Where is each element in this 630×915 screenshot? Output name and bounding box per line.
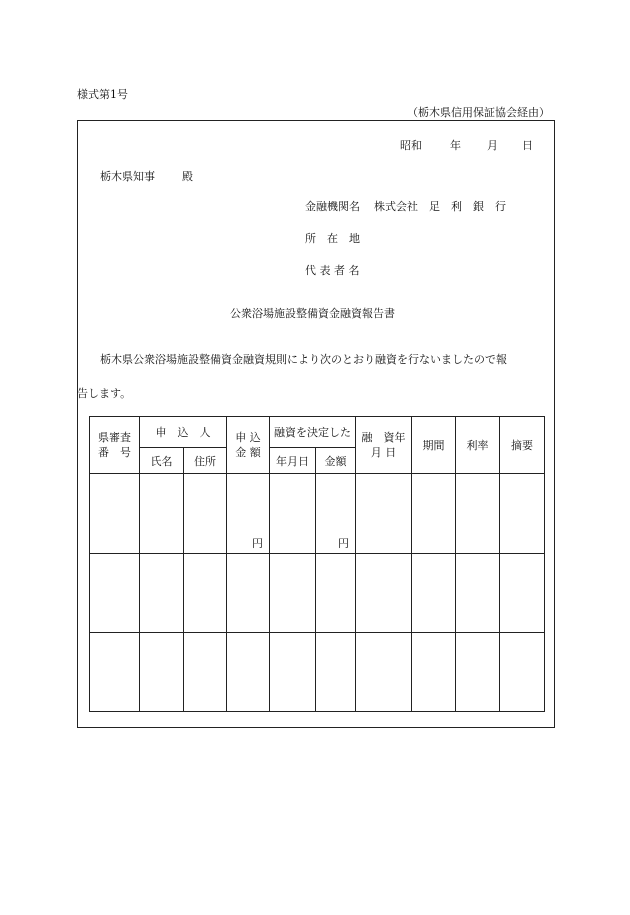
institution-name: 株式会社 足 利 銀 行 <box>374 200 506 213</box>
cell-period[interactable] <box>412 633 456 712</box>
cell-applicant-address[interactable] <box>184 474 227 554</box>
document-title: 公衆浴場施設整備資金融資報告書 <box>230 307 395 320</box>
cell-rate[interactable] <box>456 633 500 712</box>
body-line-2: 告します。 <box>77 387 132 400</box>
form-number: 様式第1号 <box>77 88 128 101</box>
cell-applied-amount[interactable] <box>227 633 270 712</box>
cell-loan-date[interactable] <box>356 554 412 633</box>
cell-remarks[interactable] <box>500 554 545 633</box>
cell-applied-amount[interactable] <box>227 474 270 554</box>
cell-decision-date[interactable] <box>270 474 316 554</box>
cell-loan-date[interactable] <box>356 474 412 554</box>
table-row <box>90 554 545 633</box>
cell-period[interactable] <box>412 474 456 554</box>
addressee-name: 栃木県知事 <box>100 170 155 183</box>
cell-applicant-address[interactable] <box>184 554 227 633</box>
cell-decision-amount[interactable] <box>316 474 356 554</box>
cell-applicant-name[interactable] <box>140 554 184 633</box>
cell-applied-amount[interactable] <box>227 554 270 633</box>
cell-decision-date[interactable] <box>270 554 316 633</box>
cell-rate[interactable] <box>456 554 500 633</box>
cell-decision-amount[interactable] <box>316 633 356 712</box>
address-label: 所 在 地 <box>305 232 360 245</box>
cell-period[interactable] <box>412 554 456 633</box>
addressee-honorific: 殿 <box>182 170 193 183</box>
institution-label: 金融機関名 <box>305 200 360 213</box>
header-ref-no: 県審査番 号 <box>90 417 140 474</box>
header-rate: 利率 <box>456 417 500 474</box>
header-applied-amount: 申 込金 額 <box>227 417 270 474</box>
cell-loan-date[interactable] <box>356 633 412 712</box>
cell-applicant-name[interactable] <box>140 474 184 554</box>
yen-unit: 円 <box>252 537 263 550</box>
header-applicant: 申 込 人 <box>140 417 227 448</box>
representative-label: 代 表 者 名 <box>305 264 360 277</box>
header-applicant-name: 氏名 <box>140 448 184 474</box>
header-decision-date: 年月日 <box>270 448 316 474</box>
loan-report-table <box>89 416 545 712</box>
header-loan-date: 融 資年 月 日 <box>356 417 412 474</box>
body-line-1: 栃木県公衆浴場施設整備資金融資規則により次のとおり融資を行ないましたので報 <box>100 353 507 366</box>
date-month: 月 <box>487 139 498 152</box>
cell-ref-no[interactable] <box>90 554 140 633</box>
cell-decision-amount[interactable] <box>316 554 356 633</box>
date-year: 年 <box>450 139 461 152</box>
cell-applicant-name[interactable] <box>140 633 184 712</box>
header-decision: 融資を決定した <box>270 417 356 448</box>
header-applicant-address: 住所 <box>184 448 227 474</box>
header-period: 期間 <box>412 417 456 474</box>
table-row <box>90 474 545 554</box>
yen-unit: 円 <box>338 537 349 550</box>
cell-rate[interactable] <box>456 474 500 554</box>
cell-ref-no[interactable] <box>90 474 140 554</box>
cell-remarks[interactable] <box>500 633 545 712</box>
header-remarks: 摘要 <box>500 417 545 474</box>
cell-ref-no[interactable] <box>90 633 140 712</box>
cell-applicant-address[interactable] <box>184 633 227 712</box>
routing-note: （栃木県信用保証協会経由） <box>407 106 550 119</box>
cell-decision-date[interactable] <box>270 633 316 712</box>
date-day: 日 <box>522 139 533 152</box>
header-decision-amount: 金額 <box>316 448 356 474</box>
cell-remarks[interactable] <box>500 474 545 554</box>
date-era: 昭和 <box>400 139 422 152</box>
table-row <box>90 633 545 712</box>
